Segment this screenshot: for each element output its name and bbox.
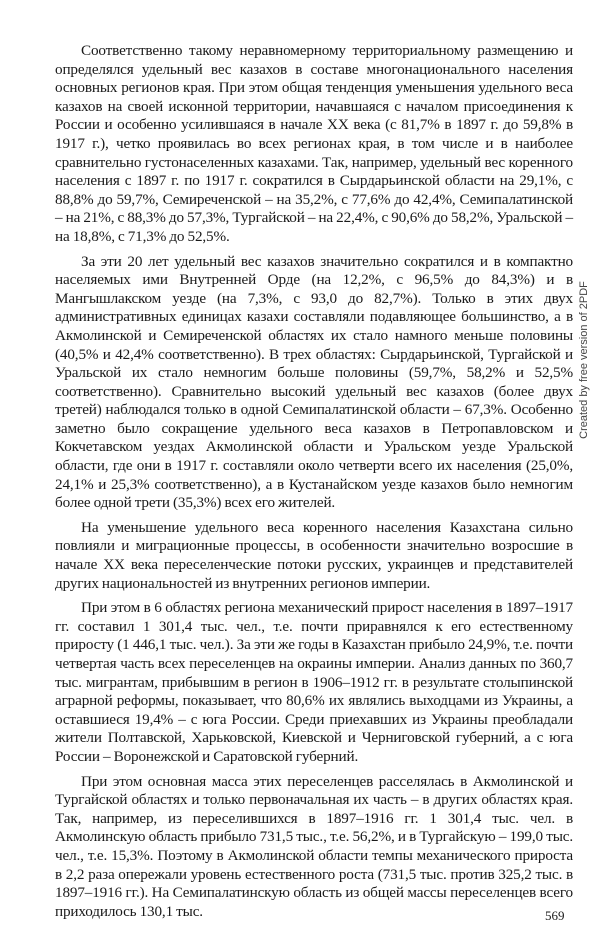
- paragraph-5: При этом основная масса этих переселенцев расселялась в Акмолинской и Тургайской областях и только первоначальная их часть – в других областях края. Так, например, из переселившихся в 1897–1916 гг. 1 301,4 тыс. чел. в Акмолинскую область прибыло 731,5 тыс., т.е. 56,2%, и в Тургайскую – 199,0 тыс. чел., т.е. 15,3%. Поэтому в Акмолинской области темпы механического прироста в 2,2 раза опережали уровень естественного роста (731,5 тыс. против 325,2 тыс. в 1897–1916 гг.). На Семипалатинскую область из общей массы переселенцев всего приходилось 130,1 тыс.: [55, 772, 573, 920]
- paragraph-1: Соответственно такому неравномерному территориальному размещению и определялся удельный вес казахов в составе многонационального населения основных регионов края. При этом общая тенденция уменьшения удельного веса казахов на своей исконной территории, начавшаяся с началом присоединения к России и особенно усилившаяся в начале XX века (с 81,7% в 1897 г. до 59,8% в 1917 г.), четко проявилась во всех регионах края, в том числе и в наиболее сравнительно густонаселенных казахами. Так, например, удельный вес коренного населения с 1897 г. по 1917 г. сократился в Сырдарьинской области на 29,1%, с 88,8% до 59,7%, Семиреченской – на 35,2%, с 77,6% до 42,4%, Семипалатинской – на 21%, с 88,3% до 57,3%, Тургайской – на 22,4%, с 90,6% до 58,2%, Уральской – на 18,8%, с 71,3% до 52,5%.: [55, 42, 573, 245]
- paragraph-2: За эти 20 лет удельный вес казахов значительно сократился и в компактно населяемых ими Внутренней Орде (на 12,2%, с 96,5% до 84,3%) и в Мангышлакском уезде (на 7,3%, с 93,0 до 82,7%). Только в этих двух административных единицах казахи составляли подавляющее большинство, а в Акмолинской и Семиреченской областях их стало намного меньше половины (40,5% и 42,4% соответственно). В трех областях: Сырдарьинской, Тургайской и Уральской их стало немногим больше половины (59,7%, 58,2% и 52,5% соответственно). Сравнительно высокий удельный вес казахов (более двух третей) наблюдался только в одной Семипалатинской области – 67,3%. Особенно заметно было сокращение удельного веса казахов в Петропавловском и Кокчетавском уездах Акмолинской области и Уральском уезде Уральской области, где они в 1917 г. составляли около четверти всего их населения (25,0%, 24,1% и 25,3% соответственно), а в Кустанайском уезде казахов было немногим более одной трети (35,3%) всех его жителей.: [55, 252, 573, 512]
- paragraph-4: При этом в 6 областях региона механический прирост населения в 1897–1917 гг. составил 1 301,4 тыс. чел., т.е. почти приравнялся к его естественному приросту (1 446,1 тыс. чел.). За эти же годы в Казахстан прибыло 24,9%, т.е. почти четвертая часть всех переселенцев на окраины империи. Анализ данных по 360,7 тыс. мигрантам, прибывшим в регион в 1906–1912 гг. в результате столыпинской аграрной реформы, показывает, что 80,6% их являлись выходцами из Украины, а оставшиеся 19,4% – с юга России. Среди приехавших из Украины преобладали жители Полтавской, Харьковской, Киевской и Черниговской губерний, а с юга России – Воронежской и Саратовской губерний.: [55, 599, 573, 765]
- watermark-text: Created by free version of 2PDF: [578, 281, 590, 439]
- paragraph-3: На уменьшение удельного веса коренного населения Казахстана сильно повлияли и миграционные процессы, в особенности значительно возросшие в начале XX века переселенческие потоки русских, украинцев и представителей других национальностей из внутренних регионов империи.: [55, 518, 573, 592]
- page-number: 569: [545, 908, 565, 923]
- page-body: [55, 42, 573, 927]
